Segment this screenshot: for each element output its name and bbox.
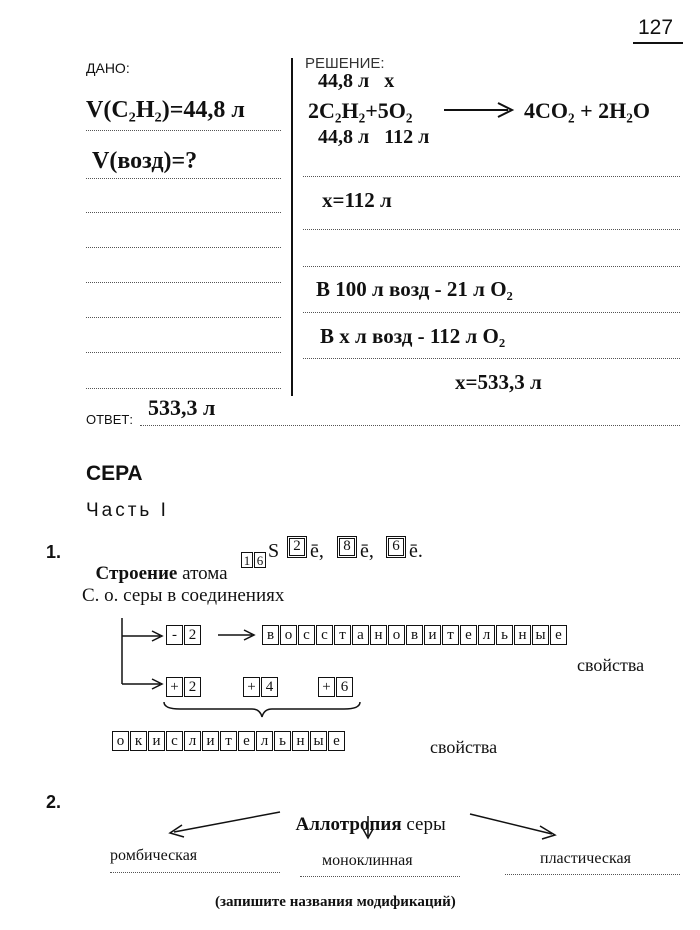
page-number: 127 — [638, 16, 674, 39]
atomic-number-digit: 1 — [241, 552, 253, 568]
reducing-letter-cell: л — [478, 625, 495, 645]
reducing-letter-cell: с — [298, 625, 315, 645]
given-dotline-3 — [86, 212, 281, 213]
plus-state-cell: 4 — [261, 677, 278, 697]
q1-text-rest: атома — [177, 563, 233, 584]
oxidizing-letter-cell: н — [292, 731, 309, 751]
atomic-number-boxes — [241, 552, 267, 568]
reducing-letter-cell: о — [280, 625, 297, 645]
reducing-word-boxes — [262, 625, 568, 645]
page-number-underline — [633, 42, 683, 44]
reducing-letter-cell: н — [514, 625, 531, 645]
plus-state-4-boxes — [243, 677, 279, 697]
oxidizing-letter-cell: и — [202, 731, 219, 751]
q1-text — [86, 541, 232, 585]
oxidizing-letter-cell: е — [238, 731, 255, 751]
solution-dotline-2 — [303, 229, 680, 230]
solution-bottom-values: 44,8 л 112 л — [318, 126, 430, 148]
reducing-letter-cell: т — [442, 625, 459, 645]
oxidizing-letter-cell: с — [166, 731, 183, 751]
shell-2-box — [337, 536, 358, 558]
reducing-letter-cell: ь — [496, 625, 513, 645]
reducing-letter-cell: е — [550, 625, 567, 645]
oxidizing-letter-cell: л — [184, 731, 201, 751]
oxidation-heading: С. о. серы в соединениях — [82, 585, 285, 606]
plus-state-2-boxes — [166, 677, 202, 697]
modification-dotline-1 — [110, 872, 280, 873]
reducing-letter-cell: е — [460, 625, 477, 645]
shell-3-electron: ē. — [409, 540, 423, 562]
solution-air-line-2: В x л возд - 112 л O₂ — [320, 324, 506, 348]
solution-dotline-4 — [303, 312, 680, 313]
shell-1-value: 2 — [287, 536, 307, 558]
shell-1-electron: ē, — [310, 540, 324, 562]
reducing-letter-cell: н — [370, 625, 387, 645]
reaction-right: 4CO₂ + 2H₂O — [524, 98, 650, 123]
solution-dotline-3 — [303, 266, 680, 267]
atomic-number-digit: 6 — [254, 552, 266, 568]
given-line-2: V(возд)=? — [92, 148, 198, 174]
oxidizing-letter-cell: о — [112, 731, 129, 751]
modification-monoclinic: моноклинная — [322, 852, 413, 869]
curly-brace-icon — [160, 700, 365, 720]
modification-dotline-3 — [505, 874, 680, 875]
allotropy-arrows-icon — [160, 808, 560, 848]
q2-instruction: (запишите названия модификаций) — [215, 894, 456, 910]
shell-2-value: 8 — [337, 536, 357, 558]
modification-plastic: пластическая — [540, 850, 631, 867]
reaction-arrow-icon — [442, 100, 516, 120]
plus-state-cell: 2 — [184, 677, 201, 697]
modification-rhombic: ромбическая — [110, 847, 198, 864]
reaction-left: 2C₂H₂+5O₂ — [308, 98, 413, 123]
solution-label: РЕШЕНИЕ: — [305, 55, 385, 72]
shell-2-electron: ē, — [360, 540, 374, 562]
answer-value: 533,3 л — [148, 395, 216, 420]
q2-title-bold: Аллотропия — [295, 814, 402, 835]
reducing-letter-cell: и — [424, 625, 441, 645]
reducing-label: свойства — [577, 655, 645, 675]
arrow-right-icon — [216, 627, 258, 643]
oxidizing-letter-cell: ь — [274, 731, 291, 751]
oxidizing-letter-cell: и — [148, 731, 165, 751]
reducing-letter-cell: с — [316, 625, 333, 645]
minus-state-boxes — [166, 625, 202, 645]
section-title: СЕРА — [86, 462, 143, 485]
solution-top-values: 44,8 л x — [318, 70, 395, 92]
reducing-letter-cell: а — [352, 625, 369, 645]
solution-x-final: x=533,3 л — [455, 370, 542, 394]
oxidizing-letter-cell: к — [130, 731, 147, 751]
reducing-letter-cell: ы — [532, 625, 549, 645]
reducing-letter-cell: в — [262, 625, 279, 645]
shell-3-value: 6 — [386, 536, 406, 558]
given-dotline-7 — [86, 352, 281, 353]
oxidizing-word-boxes — [112, 731, 346, 751]
given-dotline-8 — [86, 388, 281, 389]
given-dotline-2 — [86, 178, 281, 179]
oxidizing-letter-cell: л — [256, 731, 273, 751]
plus-state-cell: 6 — [336, 677, 353, 697]
q1-number: 1. — [46, 542, 62, 562]
given-dotline-5 — [86, 282, 281, 283]
oxidizing-letter-cell: е — [328, 731, 345, 751]
given-dotline-1 — [86, 130, 281, 131]
section-part: Часть I — [86, 500, 169, 521]
solution-x-result: x=112 л — [322, 188, 392, 212]
answer-dotline — [140, 425, 680, 426]
shell-1-box — [287, 536, 308, 558]
oxidizing-label: свойства — [430, 737, 498, 757]
plus-state-cell: + — [318, 677, 335, 697]
solution-dotline-1 — [303, 176, 680, 177]
minus-state-cell: 2 — [184, 625, 201, 645]
given-dotline-6 — [86, 317, 281, 318]
shell-3-box — [386, 536, 407, 558]
reducing-letter-cell: о — [388, 625, 405, 645]
branch-arrows-icon — [110, 616, 172, 696]
given-dotline-4 — [86, 247, 281, 248]
plus-state-cell: + — [243, 677, 260, 697]
vertical-divider — [291, 58, 293, 396]
given-line-1: V(C₂H₂)=44,8 л — [86, 97, 245, 123]
element-symbol: S — [268, 540, 280, 562]
reducing-letter-cell: в — [406, 625, 423, 645]
minus-state-cell: - — [166, 625, 183, 645]
q2-number: 2. — [46, 792, 62, 812]
q1-text-bold: Строение — [95, 563, 178, 584]
plus-state-6-boxes — [318, 677, 354, 697]
plus-state-cell: + — [166, 677, 183, 697]
solution-dotline-5 — [303, 358, 680, 359]
given-label: ДАНО: — [86, 60, 130, 76]
modification-dotline-2 — [300, 876, 460, 877]
solution-air-line-1: В 100 л возд - 21 л O₂ — [316, 277, 513, 301]
q2-title-rest: серы — [401, 814, 446, 835]
oxidizing-letter-cell: ы — [310, 731, 327, 751]
reducing-letter-cell: т — [334, 625, 351, 645]
oxidizing-letter-cell: т — [220, 731, 237, 751]
answer-label: ОТВЕТ: — [86, 412, 133, 427]
